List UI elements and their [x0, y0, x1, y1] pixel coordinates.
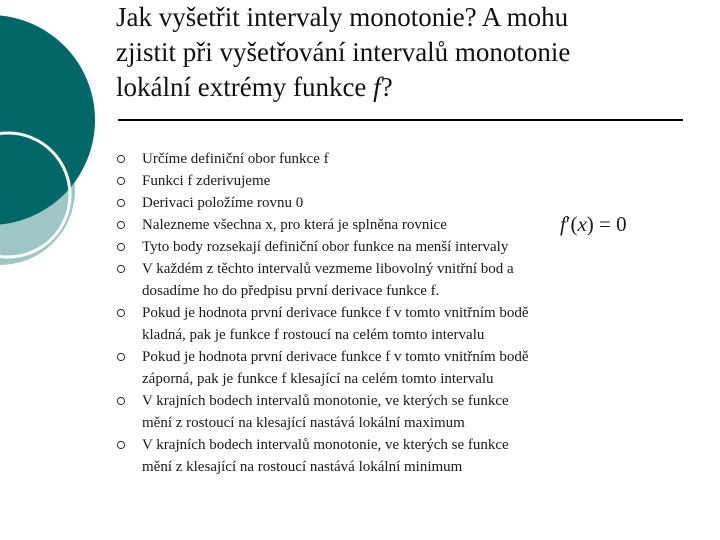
- bullet-list: [116, 148, 676, 478]
- slide-decoration: [0, 0, 110, 300]
- bullet-item: [116, 390, 676, 434]
- bullet-text-line: mění z klesající na rostoucí nastává lokální minimum: [142, 459, 463, 475]
- circle-bullet-icon: [116, 192, 126, 208]
- bullet-item: [116, 434, 676, 478]
- bullet-item: [116, 192, 676, 214]
- bullet-item: [116, 148, 676, 170]
- title-line-3: [116, 70, 696, 105]
- title-line-2: zjistit při vyšetřování intervalů monotonie: [116, 37, 571, 67]
- formula-open-paren: (: [570, 212, 578, 236]
- bullet-text-line: Pokud je hodnota první derivace funkce f v tomto vnitřním bodě: [142, 305, 529, 321]
- bullet-text-line: V krajních bodech intervalů monotonie, ve kterých se funkce: [142, 437, 509, 453]
- circle-bullet-icon: [116, 214, 126, 230]
- decor-dark-circle: [0, 15, 95, 225]
- circle-bullet-icon: [116, 170, 126, 186]
- bullet-text-line: Tyto body rozsekají definiční obor funkce na menší intervaly: [142, 239, 509, 255]
- bullet-text-line: Funkci f zderivujeme: [142, 173, 271, 189]
- bullet-text-line: kladná, pak je funkce f rostoucí na celém tomto intervalu: [142, 327, 485, 343]
- circle-bullet-icon: [116, 258, 126, 274]
- title-line-3-text: lokální extrémy funkce: [116, 72, 374, 102]
- circle-bullet-icon: [116, 346, 126, 362]
- bullet-text-line: V každém z těchto intervalů vezmeme libovolný vnitřní bod a: [142, 261, 514, 277]
- title-line-1: Jak vyšetřit intervaly monotonie? A mohu: [116, 2, 569, 32]
- circle-bullet-icon: [116, 236, 126, 252]
- title-function-symbol: f: [373, 72, 381, 102]
- bullet-item: [116, 346, 676, 390]
- formula-equals: =: [593, 212, 617, 236]
- circle-bullet-icon: [116, 390, 126, 406]
- circle-bullet-icon: [116, 302, 126, 318]
- bullet-text-line: mění z rostoucí na klesající nastává lokální maximum: [142, 415, 465, 431]
- bullet-text-line: V krajních bodech intervalů monotonie, ve kterých se funkce: [142, 393, 509, 409]
- bullet-text-line: Určíme definiční obor funkce f: [142, 151, 329, 167]
- bullet-text-line: Pokud je hodnota první derivace funkce f v tomto vnitřním bodě: [142, 349, 529, 365]
- bullet-text-line: dosadíme ho do předpisu první derivace funkce f.: [142, 283, 440, 299]
- title-question-mark: ?: [380, 72, 393, 102]
- formula-x: x: [577, 212, 587, 236]
- bullet-text-line: Derivaci položíme rovnu 0: [142, 195, 304, 211]
- formula-zero: 0: [616, 212, 627, 236]
- bullet-item: [116, 170, 676, 192]
- slide-title: [116, 0, 696, 105]
- formula-prime: ′: [565, 212, 571, 236]
- formula-f: f: [560, 212, 566, 236]
- bullet-item: [116, 236, 676, 258]
- derivative-equation: [560, 212, 627, 237]
- circle-bullet-icon: [116, 148, 126, 164]
- formula-close-paren: ): [586, 212, 594, 236]
- title-divider: [118, 119, 683, 121]
- bullet-item: [116, 258, 676, 302]
- bullet-item: [116, 302, 676, 346]
- bullet-text-line: záporná, pak je funkce f klesající na celém tomto intervalu: [142, 371, 494, 387]
- circle-bullet-icon: [116, 434, 126, 450]
- bullet-text-line: Nalezneme všechna x, pro která je splněna rovnice: [142, 217, 447, 233]
